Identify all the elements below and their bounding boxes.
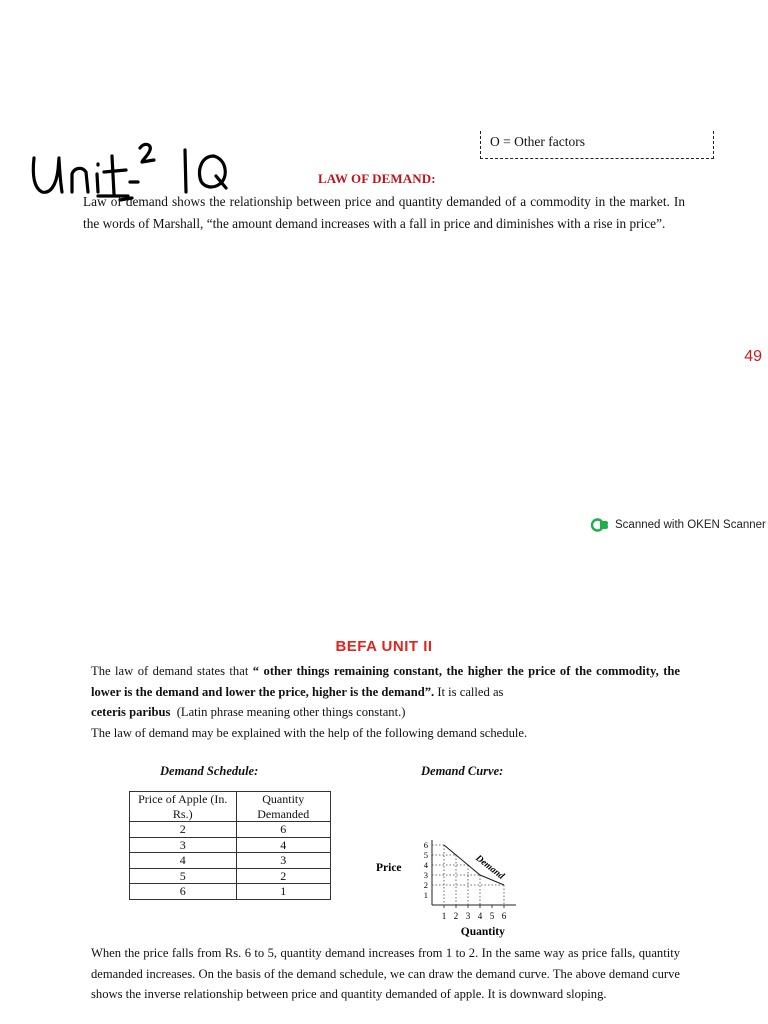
quantity-cell: 2 xyxy=(236,868,330,884)
header-quantity: Quantity Demanded xyxy=(236,792,330,822)
conclusion-paragraph: When the price falls from Rs. 6 to 5, quantity demand increases from 1 to 2. In the same way as price falls, quantity demanded increases. On the basis of the demand schedule, we can draw the demand curve. The above demand curve shows the inverse relationship between price and quantity demanded of apple. It is downward sloping. xyxy=(91,946,680,1001)
ceteris-paribus-term: ceteris paribus xyxy=(91,705,171,719)
law-of-demand-definition: Law of demand shows the relationship between price and quantity demanded of a commodity in the market. In the words of Marshall, “the amount demand increases with a fall in price and diminishes with a rise in price”. xyxy=(83,194,685,231)
header-price: Price of Apple (In. Rs.) xyxy=(130,792,237,822)
series-label-demand: Demand xyxy=(473,853,506,882)
y-tick-label: 1 xyxy=(423,890,428,900)
scanner-logo-icon xyxy=(591,518,609,532)
x-tick-label: 2 xyxy=(453,911,459,921)
table-header-row xyxy=(130,792,331,822)
law-of-demand-heading: LAW OF DEMAND: xyxy=(318,171,436,186)
page-number: 49 xyxy=(744,348,762,365)
statement-intro: The law of demand states that xyxy=(91,664,249,678)
x-axis-label: Quantity xyxy=(460,926,505,938)
y-axis-label: Price xyxy=(376,862,402,874)
table-row xyxy=(130,822,331,838)
y-tick-label: 3 xyxy=(423,870,428,880)
statement-quote: “ other things remaining constant, the higher the price of the commodity, the lower is the demand and lower the price, higher is the demand”. xyxy=(91,664,680,699)
scanner-watermark xyxy=(591,518,766,532)
table-row xyxy=(130,884,331,900)
x-tick-label: 4 xyxy=(477,911,483,921)
price-cell: 5 xyxy=(130,868,237,884)
demand-schedule-table xyxy=(129,791,331,900)
quantity-cell: 3 xyxy=(236,853,330,869)
quantity-cell: 4 xyxy=(236,837,330,853)
price-cell: 4 xyxy=(130,853,237,869)
demand-curve-chart xyxy=(370,800,570,946)
table-row xyxy=(130,868,331,884)
table-row xyxy=(130,837,331,853)
statement-followup: The law of demand may be explained with the help of the following demand schedule. xyxy=(91,725,528,740)
x-tick-label: 5 xyxy=(489,911,495,921)
price-cell: 2 xyxy=(130,822,237,838)
price-cell: 3 xyxy=(130,837,237,853)
other-factors-note: O = Other factors xyxy=(490,134,585,149)
table-row xyxy=(130,853,331,869)
y-tick-label: 2 xyxy=(423,880,428,890)
y-tick-label: 6 xyxy=(423,840,428,850)
x-tick-label: 1 xyxy=(441,911,447,921)
x-tick-label: 6 xyxy=(501,911,507,921)
x-tick-label: 3 xyxy=(465,911,471,921)
quantity-cell: 1 xyxy=(236,884,330,900)
demand-curve-title: Demand Curve: xyxy=(421,764,504,778)
scanner-watermark-text: Scanned with OKEN Scanner xyxy=(615,519,766,531)
law-statement-paragraph xyxy=(91,661,680,743)
befa-unit-title: BEFA UNIT II xyxy=(335,638,433,655)
demand-schedule-title: Demand Schedule: xyxy=(160,764,259,778)
y-tick-label: 5 xyxy=(423,850,428,860)
ceteris-paribus-meaning: (Latin phrase meaning other things constant.) xyxy=(176,705,406,719)
quantity-cell: 6 xyxy=(236,822,330,838)
statement-called-as: It is called as xyxy=(437,684,504,699)
price-cell: 6 xyxy=(130,884,237,900)
y-tick-label: 4 xyxy=(423,860,428,870)
